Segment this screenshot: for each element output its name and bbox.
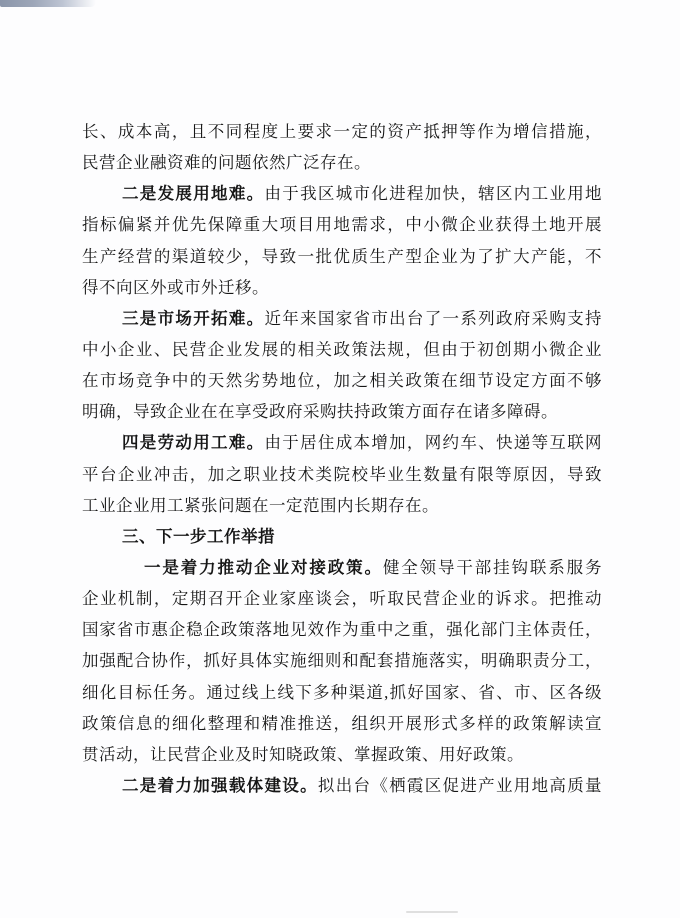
body-text: 拟出台《栖霞区促进产业用地高质量 <box>317 775 603 795</box>
text-line-22 <box>82 770 602 801</box>
text-line-4 <box>82 209 602 240</box>
body-text: 贯活动，让民营企业及时知晓政策、掌握政策、用好政策。 <box>82 744 524 764</box>
text-line-19 <box>82 677 602 708</box>
text-line-16 <box>82 583 602 614</box>
body-text: 在市场竞争中的天然劣势地位，加之相关政策在细节设定方面不够 <box>82 371 602 391</box>
document-text-block <box>82 116 602 801</box>
text-line-20 <box>82 708 602 739</box>
text-line-12 <box>82 459 602 490</box>
body-text: 工业企业用工紧张问题在一定范围内长期存在。 <box>82 495 439 515</box>
body-text: 由于居住成本增加，网约车、快递等互联网 <box>264 433 603 453</box>
bold-lead-text: 三是市场开拓难。 <box>122 308 265 328</box>
body-text: 政策信息的细化整理和精准推送，组织开展形式多样的政策解读宣 <box>82 713 602 733</box>
text-line-11 <box>82 427 602 458</box>
text-line-10 <box>82 396 602 427</box>
body-text: 得不向区外或市外迁移。 <box>82 277 269 297</box>
text-line-8 <box>82 334 602 365</box>
text-line-3 <box>82 178 602 209</box>
text-line-9 <box>82 365 602 396</box>
text-line-17 <box>82 614 602 645</box>
body-text: 国家省市惠企稳企政策落地见效作为重中之重，强化部门主体责任， <box>82 620 602 640</box>
body-text: 生产经营的渠道较少，导致一批优质生产型企业为了扩大产能，不 <box>82 246 602 266</box>
body-text: 健全领导干部挂钩联系服务 <box>382 557 602 577</box>
text-line-6 <box>82 272 602 303</box>
body-text: 指标偏紧并优先保障重大项目用地需求，中小微企业获得土地开展 <box>82 215 602 235</box>
body-text: 由于我区城市化进程加快，辖区内工业用地 <box>264 184 603 204</box>
body-text: 明确，导致企业在在享受政府采购扶持政策方面存在诸多障碍。 <box>82 402 558 422</box>
body-text: 长、成本高，且不同程度上要求一定的资产抵押等作为增信措施， <box>82 122 602 141</box>
body-text: 加强配合协作，抓好具体实施细则和配套措施落实，明确职责分工， <box>82 651 602 671</box>
scan-line-artifact <box>406 911 458 913</box>
body-text: 细化目标任务。通过线上线下多种渠道,抓好国家、省、市、区各级 <box>82 682 602 702</box>
text-line-13 <box>82 490 602 521</box>
text-line-2 <box>82 147 602 178</box>
body-text: 中小企业、民营企业发展的相关政策法规，但由于初创期小微企业 <box>82 339 602 359</box>
text-line-21 <box>82 739 602 770</box>
bold-lead-text: 四是劳动用工难。 <box>122 433 265 453</box>
text-line-18 <box>82 645 602 676</box>
body-text: 民营企业融资难的问题依然广泛存在。 <box>82 153 371 173</box>
text-line-1 <box>82 116 602 147</box>
text-line-5 <box>82 241 602 272</box>
text-line-14 <box>82 521 602 552</box>
text-line-7 <box>82 303 602 334</box>
bold-lead-text: 三、下一步工作举措 <box>122 526 275 546</box>
bold-lead-text: 二是发展用地难。 <box>122 184 265 204</box>
bold-lead-text: 二是着力加强载体建设。 <box>122 775 318 795</box>
body-text: 企业机制，定期召开企业家座谈会，听取民营企业的诉求。把推动 <box>82 589 602 609</box>
scan-smudge-artifact <box>0 0 96 7</box>
bold-lead-text: 一是着力推动企业对接政策。 <box>144 557 383 577</box>
text-line-15 <box>82 552 602 583</box>
body-text: 近年来国家省市出台了一系列政府采购支持 <box>264 308 603 328</box>
body-text: 平台企业冲击，加之职业技术类院校毕业生数量有限等原因，导致 <box>82 464 602 484</box>
